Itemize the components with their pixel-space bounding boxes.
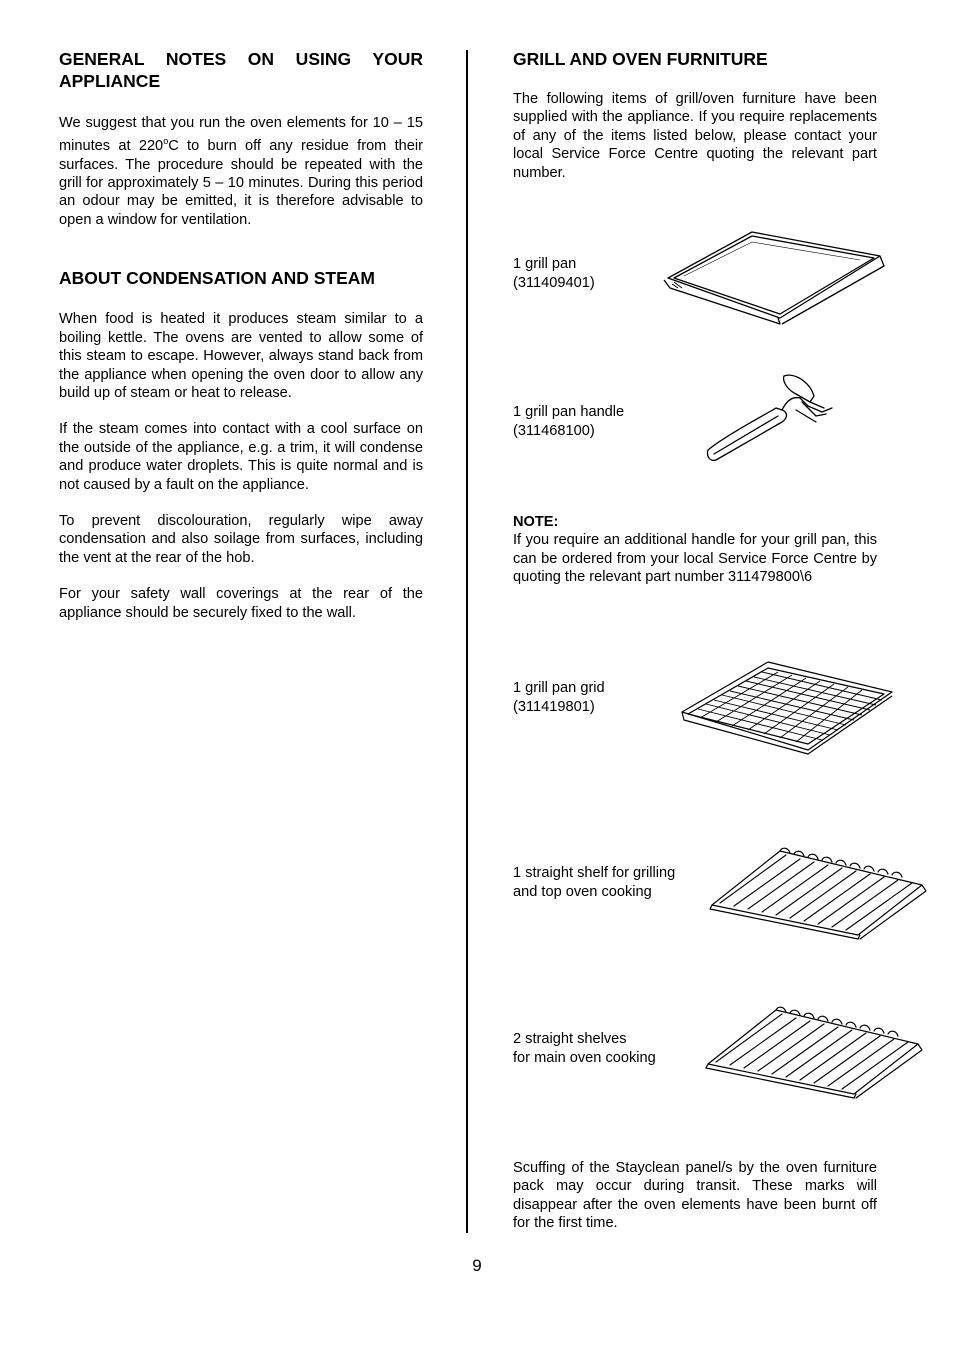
heading-general-notes: GENERAL NOTES ON USING YOUR APPLIANCE — [59, 49, 423, 91]
note-block — [513, 513, 877, 587]
item-grill-pan-handle-label: 1 grill pan handle (311468100) — [513, 404, 625, 439]
para-furniture-intro: The following items of grill/oven furniture have been supplied with the appliance. If you require replacements of any of the items listed below, please contact your local Service Force Centre quoting the relevant part number. — [513, 91, 877, 181]
grill-pan-grid-icon — [678, 660, 896, 754]
column-divider — [466, 50, 468, 1233]
straight-shelves-icon — [704, 1004, 924, 1100]
page-number: 9 — [472, 1256, 482, 1275]
para-wall-coverings: For your safety wall coverings at the rear of the appliance should be securely fixed to the wall. — [59, 586, 423, 621]
grill-pan-handle-icon — [704, 372, 846, 464]
para-discolouration: To prevent discolouration, regularly wipe away condensation and also soilage from surfaces, including the vent at the rear of the hob. — [59, 512, 423, 566]
heading-furniture: GRILL AND OVEN FURNITURE — [513, 49, 768, 69]
item-grill-pan-label: 1 grill pan (311409401) — [513, 256, 595, 291]
para-stayclean: Scuffing of the Stayclean panel/s by the oven furniture pack may occur during transit. These marks will disappear after the oven elements have been burnt off for the first time. — [513, 1160, 877, 1232]
note-title: NOTE: — [513, 514, 559, 530]
para-steam: When food is heated it produces steam similar to a boiling kettle. The ovens are vented to allow some of this steam to escape. However, always stand back from the appliance when opening the oven door to allow any build up of steam or heat to release. — [59, 311, 423, 401]
straight-shelf-icon — [708, 845, 928, 941]
grill-pan-icon — [660, 226, 886, 326]
item-straight-shelves-label: 2 straight shelves for main oven cooking — [513, 1031, 656, 1066]
para-cool-surface: If the steam comes into contact with a cool surface on the outside of the appliance, e.g. a trim, it will condense and produce water droplets. This is quite normal and is not caused by a fault on the appliance. — [59, 421, 423, 493]
note-text: If you require an additional handle for your grill pan, this can be ordered from your local Service Force Centre by quoting the relevant part number 311479800\6 — [513, 532, 877, 586]
item-straight-shelf-label: 1 straight shelf for grilling and top oven cooking — [513, 865, 676, 900]
heading-condensation: ABOUT CONDENSATION AND STEAM — [59, 268, 375, 289]
left-column — [59, 48, 423, 622]
para-burn-off: We suggest that you run the oven elements for 10 – 15 minutes at 220$^o$C to burn off any residue from their surfaces. The procedure should be repeated with the grill for approximately 5 – 10 minutes. During this period an odour may be emitted, it is therefore advisable to open a window for ventilation. — [59, 115, 424, 228]
item-grill-pan-grid-label: 1 grill pan grid (311419801) — [513, 680, 605, 715]
